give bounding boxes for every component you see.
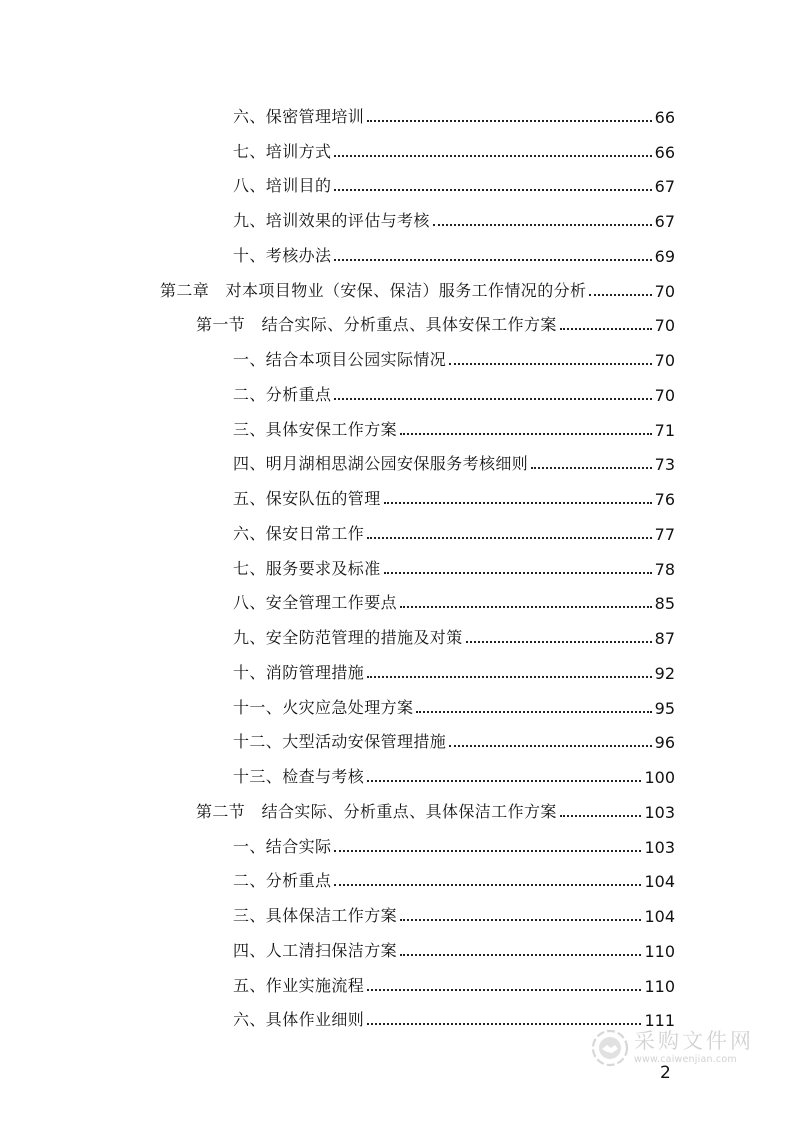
dot-leader (449, 363, 651, 365)
toc-entry[interactable] (0, 480, 794, 515)
toc-entry[interactable] (0, 237, 794, 272)
toc-entry-line (233, 556, 675, 579)
dot-leader (367, 989, 641, 991)
toc-entry-page: 110 (644, 941, 675, 961)
watermark (590, 1028, 754, 1068)
toc-entry-label: 九、培训效果的评估与考核 (233, 211, 430, 231)
toc-entry-line (233, 973, 675, 996)
toc-entry-line (233, 938, 675, 961)
toc-entry[interactable] (0, 341, 794, 376)
toc-entry-line (233, 382, 675, 405)
toc-entry-line (233, 104, 675, 127)
toc-entry-page: 104 (644, 872, 675, 892)
dot-leader (531, 467, 651, 469)
toc-entry[interactable] (0, 689, 794, 724)
dot-leader (400, 606, 652, 608)
toc-entry-page: 92 (654, 663, 675, 683)
dot-leader (334, 398, 651, 400)
dot-leader (416, 711, 651, 713)
toc-entry[interactable] (0, 376, 794, 411)
dot-leader (560, 815, 642, 817)
handshake-logo-icon (590, 1028, 630, 1068)
toc-entry-label: 三、具体保洁工作方案 (233, 906, 398, 926)
dot-leader (367, 537, 651, 539)
toc-entry[interactable] (0, 619, 794, 654)
toc-entry-line (233, 625, 675, 648)
toc-entry[interactable] (0, 793, 794, 828)
dot-leader (334, 189, 651, 191)
toc-entry[interactable] (0, 98, 794, 133)
dot-leader (400, 954, 641, 956)
toc-entry[interactable] (0, 724, 794, 759)
toc-entry-line (233, 243, 675, 266)
toc-entry-line (233, 208, 675, 231)
dot-leader (400, 919, 641, 921)
toc-entry-label: 十三、检查与考核 (233, 767, 365, 787)
toc-entry-label: 九、安全防范管理的措施及对策 (233, 628, 463, 648)
toc-entry-line (196, 312, 675, 335)
toc-entry-line (233, 868, 675, 891)
toc-entry-page: 96 (654, 733, 675, 753)
watermark-url: www.caiwenjian.com (634, 1054, 737, 1066)
dot-leader (449, 745, 651, 747)
dot-leader (334, 259, 651, 261)
toc-entry-line (196, 799, 675, 822)
table-of-contents (0, 98, 794, 1036)
toc-entry-line (233, 486, 675, 509)
toc-entry-label: 一、结合本项目公园实际情况 (233, 350, 447, 370)
toc-entry-label: 二、分析重点 (233, 871, 332, 891)
toc-entry-line (233, 660, 675, 683)
toc-entry-line (233, 173, 675, 196)
toc-entry-line (233, 729, 675, 752)
toc-entry-page: 73 (654, 455, 675, 475)
page-number: 2 (660, 1063, 671, 1083)
toc-entry-line (233, 521, 675, 544)
toc-entry-label: 七、培训方式 (233, 141, 332, 161)
toc-entry[interactable] (0, 585, 794, 620)
dot-leader (384, 572, 652, 574)
dot-leader (560, 328, 652, 330)
dot-leader (589, 294, 651, 296)
toc-entry-page: 87 (654, 629, 675, 649)
toc-entry-label: 第一节 结合实际、分析重点、具体安保工作方案 (196, 315, 557, 335)
toc-entry-page: 70 (654, 281, 675, 301)
toc-entry-page: 111 (644, 1011, 675, 1031)
toc-entry[interactable] (0, 550, 794, 585)
toc-entry-page: 70 (654, 351, 675, 371)
toc-entry[interactable] (0, 967, 794, 1002)
dot-leader (466, 641, 652, 643)
dot-leader (384, 502, 652, 504)
toc-entry-page: 77 (654, 524, 675, 544)
toc-entry-line (233, 834, 675, 857)
toc-entry-page: 70 (654, 385, 675, 405)
toc-entry[interactable] (0, 828, 794, 863)
toc-entry[interactable] (0, 897, 794, 932)
toc-entry[interactable] (0, 272, 794, 307)
toc-entry[interactable] (0, 654, 794, 689)
toc-entry-page: 70 (654, 316, 675, 336)
toc-entry-label: 二、分析重点 (233, 384, 332, 404)
toc-entry[interactable] (0, 411, 794, 446)
toc-entry-label: 六、具体作业细则 (233, 1010, 365, 1030)
toc-entry-label: 一、结合实际 (233, 836, 332, 856)
toc-entry-label: 四、人工清扫保洁方案 (233, 940, 398, 960)
toc-entry[interactable] (0, 515, 794, 550)
toc-entry-page: 85 (654, 594, 675, 614)
toc-entry-page: 95 (654, 698, 675, 718)
dot-leader (367, 676, 651, 678)
toc-entry-line (233, 903, 675, 926)
toc-entry-label: 第二章 对本项目物业（安保、保洁）服务工作情况的分析 (160, 280, 587, 300)
toc-entry-page: 78 (654, 559, 675, 579)
toc-entry-label: 第二节 结合实际、分析重点、具体保洁工作方案 (196, 801, 557, 821)
toc-entry-line (160, 278, 675, 301)
toc-entry-page: 71 (654, 420, 675, 440)
toc-entry-line (233, 451, 675, 474)
dot-leader (367, 780, 641, 782)
toc-entry-label: 十一、火灾应急处理方案 (233, 697, 414, 717)
toc-entry-label: 十二、大型活动安保管理措施 (233, 732, 447, 752)
toc-entry-page: 104 (644, 907, 675, 927)
toc-entry-line (233, 1007, 675, 1030)
toc-entry[interactable] (0, 202, 794, 237)
toc-entry-page: 69 (654, 246, 675, 266)
toc-entry-line (233, 764, 675, 787)
watermark-title: 采购文件网 (634, 1029, 754, 1054)
toc-entry-label: 八、培训目的 (233, 176, 332, 196)
toc-entry-label: 三、具体安保工作方案 (233, 419, 398, 439)
toc-entry-page: 66 (654, 142, 675, 162)
toc-entry[interactable] (0, 133, 794, 168)
toc-entry[interactable] (0, 168, 794, 203)
toc-entry-label: 六、保密管理培训 (233, 106, 365, 126)
toc-entry-page: 76 (654, 490, 675, 510)
dot-leader (334, 850, 641, 852)
toc-entry-page: 66 (654, 107, 675, 127)
toc-entry-page: 110 (644, 976, 675, 996)
toc-entry-label: 五、保安队伍的管理 (233, 489, 381, 509)
toc-entry-label: 七、服务要求及标准 (233, 558, 381, 578)
toc-entry[interactable] (0, 932, 794, 967)
toc-entry-label: 八、安全管理工作要点 (233, 593, 398, 613)
toc-entry-line (233, 347, 675, 370)
toc-entry-page: 100 (644, 768, 675, 788)
toc-entry-page: 103 (644, 802, 675, 822)
toc-entry-page: 103 (644, 837, 675, 857)
toc-entry[interactable] (0, 446, 794, 481)
toc-entry-label: 六、保安日常工作 (233, 523, 365, 543)
toc-entry-label: 十、消防管理措施 (233, 662, 365, 682)
toc-entry[interactable] (0, 758, 794, 793)
dot-leader (433, 224, 652, 226)
toc-entry-label: 五、作业实施流程 (233, 975, 365, 995)
toc-entry-line (233, 590, 675, 613)
toc-entry[interactable] (0, 307, 794, 342)
dot-leader (400, 433, 652, 435)
dot-leader (367, 120, 651, 122)
dot-leader (334, 155, 651, 157)
toc-entry-line (233, 695, 675, 718)
dot-leader (334, 884, 641, 886)
dot-leader (367, 1023, 641, 1025)
toc-entry-page: 67 (654, 212, 675, 232)
toc-entry[interactable] (0, 863, 794, 898)
toc-entry-line (233, 417, 675, 440)
toc-entry-page: 67 (654, 177, 675, 197)
toc-entry-label: 四、明月湖相思湖公园安保服务考核细则 (233, 454, 529, 474)
toc-entry-label: 十、考核办法 (233, 245, 332, 265)
toc-entry-line (233, 139, 675, 162)
